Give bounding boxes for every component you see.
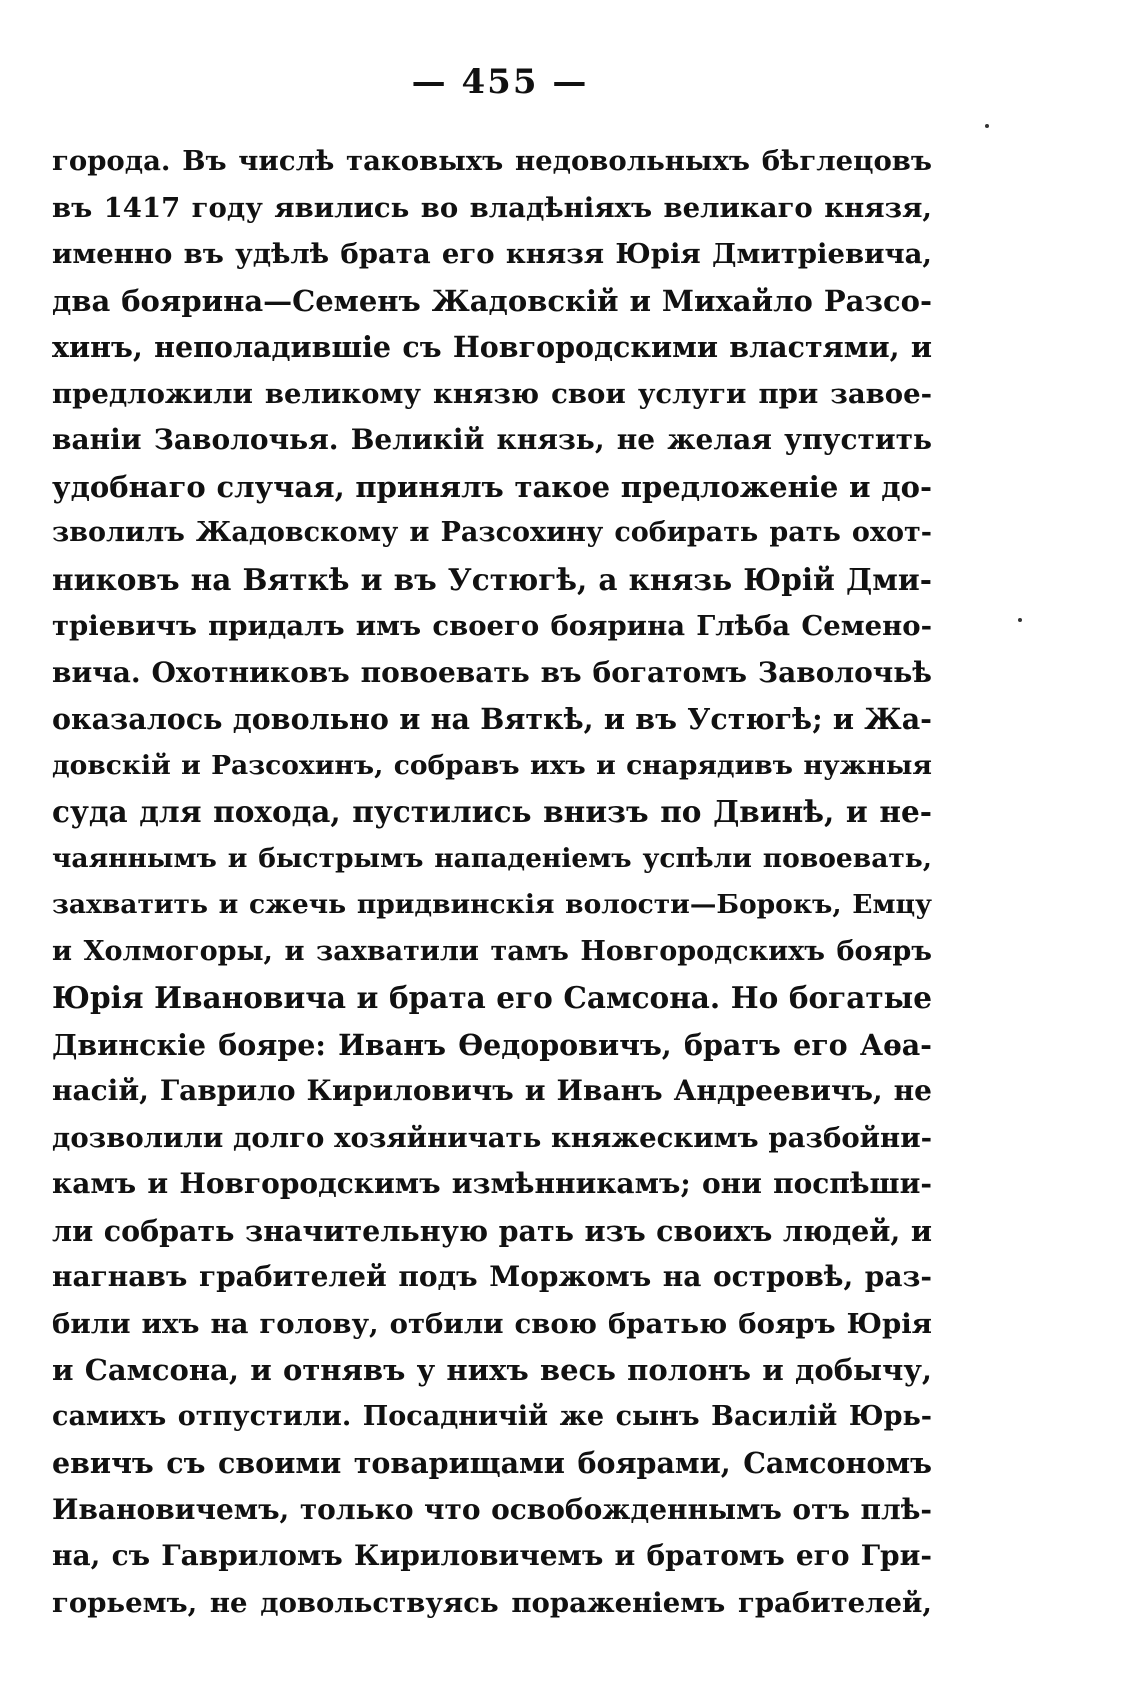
text-line: нагнавъ грабителей подъ Моржомъ на островѣ, раз- bbox=[52, 1260, 932, 1293]
text-line: города. Въ числѣ таковыхъ недовольныхъ бѣглецовъ bbox=[52, 145, 932, 177]
text-line: захватить и сжечь придвинскія волости—Борокъ, Емцу bbox=[52, 889, 932, 920]
text-line: вича. Охотниковъ повоевать въ богатомъ Заволочьѣ bbox=[52, 655, 932, 689]
page-number: — 455 — bbox=[411, 62, 589, 102]
text-line: евичъ съ своими товарищами боярами, Самсономъ bbox=[52, 1446, 932, 1480]
text-line: дозволили долго хозяйничать княжескимъ разбойни- bbox=[52, 1121, 932, 1154]
text-line: насій, Гаврило Кириловичъ и Иванъ Андреевичъ, не bbox=[52, 1074, 932, 1107]
text-line: зволилъ Жадовскому и Разсохину собирать рать охот- bbox=[52, 517, 932, 548]
text-line: самихъ отпустили. Посадничій же сынъ Василій Юрь- bbox=[52, 1400, 932, 1432]
text-line: въ 1417 году явились во владѣніяхъ великаго князя, bbox=[52, 191, 932, 224]
text-line: тріевичъ придалъ имъ своего боярина Глѣба Семено- bbox=[52, 610, 932, 642]
text-line: довскій и Разсохинъ, собравъ ихъ и снарядивъ нужныя bbox=[52, 749, 932, 781]
text-line: ли собрать значительную рать изъ своихъ людей, и bbox=[52, 1213, 932, 1248]
text-line: Ивановичемъ, только что освобожденнымъ отъ плѣ- bbox=[52, 1492, 932, 1526]
text-line: предложили великому князю свои услуги при завое- bbox=[52, 377, 932, 410]
text-line: никовъ на Вяткѣ и въ Устюгѣ, а князь Юрій Дми- bbox=[52, 561, 932, 597]
text-line: горьемъ, не довольствуясь пораженіемъ грабителей, bbox=[52, 1586, 932, 1619]
text-line: и Холмогоры, и захватили тамъ Новгородскихъ бояръ bbox=[52, 935, 932, 967]
text-line: и Самсона, и отнявъ у нихъ весь полонъ и добычу, bbox=[52, 1353, 932, 1387]
text-line: чаяннымъ и быстрымъ нападеніемъ успѣли повоевать, bbox=[52, 842, 932, 874]
body-text bbox=[52, 138, 932, 1626]
text-line: именно въ удѣлѣ брата его князя Юрія Дмитріевича, bbox=[52, 238, 932, 270]
print-speck bbox=[1018, 618, 1022, 622]
text-line: Юрія Ивановича и брата его Самсона. Но богатые bbox=[52, 980, 932, 1015]
text-line: на, съ Гавриломъ Кириловичемъ и братомъ его Гри- bbox=[52, 1539, 932, 1572]
text-line: удобнаго случая, принялъ такое предложеніе и до- bbox=[52, 469, 932, 504]
text-line: ваніи Заволочья. Великій князь, не желая упустить bbox=[52, 423, 932, 456]
text-line: били ихъ на голову, отбили свою братью бояръ Юрія bbox=[52, 1307, 932, 1340]
text-line: хинъ, неполадившіе съ Новгородскими властями, и bbox=[52, 330, 932, 364]
text-line: оказалось довольно и на Вяткѣ, и въ Устюгѣ; и Жа- bbox=[52, 702, 932, 736]
text-line: суда для похода, пустились внизъ по Двинѣ, и не- bbox=[52, 794, 932, 829]
print-speck bbox=[985, 124, 989, 128]
text-line: камъ и Новгородскимъ измѣнникамъ; они поспѣши- bbox=[52, 1167, 932, 1200]
text-line: два боярина—Семенъ Жадовскій и Михайло Разсо- bbox=[52, 283, 932, 318]
text-line: Двинскіе бояре: Иванъ Ѳедоровичъ, братъ его Аѳа- bbox=[52, 1027, 932, 1062]
